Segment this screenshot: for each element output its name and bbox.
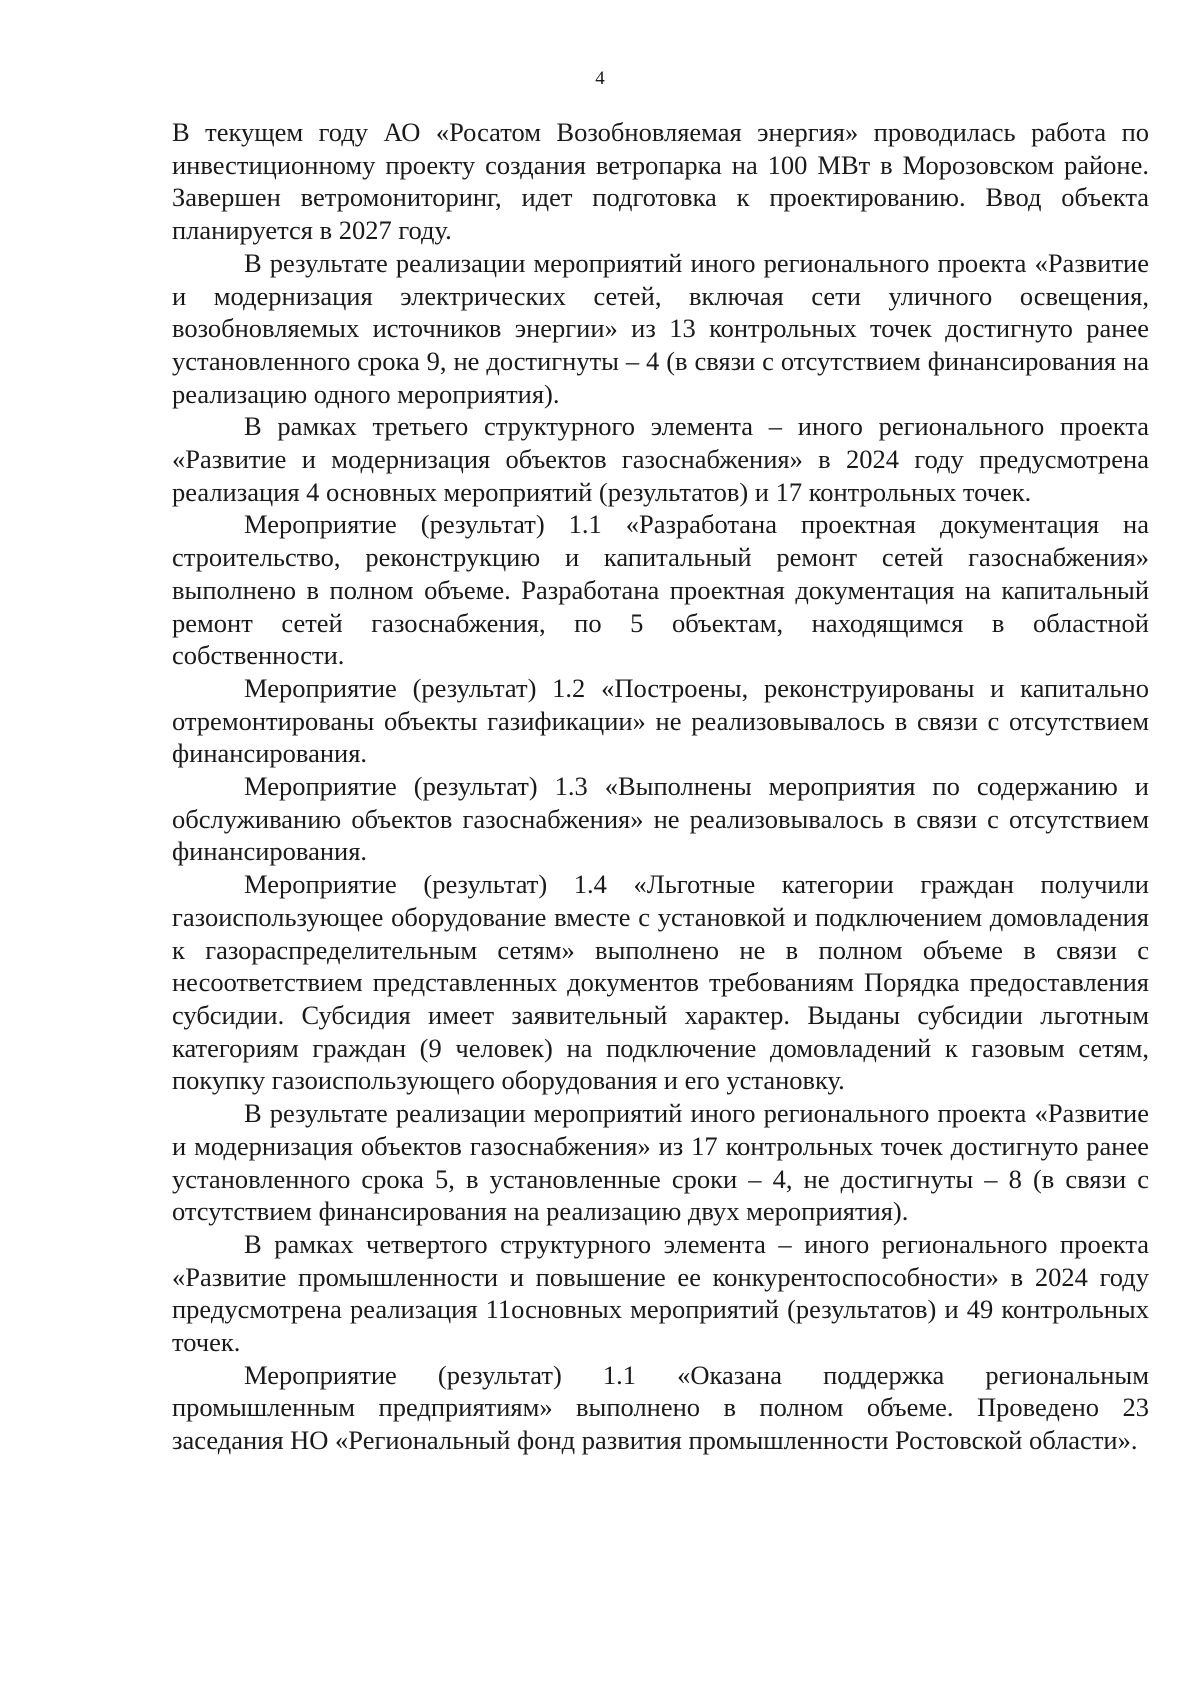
page-number: 4 <box>595 68 605 89</box>
paragraph-industry-project: В рамках четвертого структурного элемента – иного регионального проекта «Развитие промышленности и повышение ее конкурентоспособности» в 2024 году предусмотрена реализация 11основных мероприятий (результатов) и 49 контрольных точек. <box>172 1228 1149 1358</box>
paragraph-wind-farm: В текущем году АО «Росатом Возобновляемая энергия» проводилась работа по инвестиционному проекту создания ветропарка на 100 МВт в Морозовском районе. Завершен ветромониторинг, идет подготовка к проектированию. Ввод объекта планируется в 2027 году. <box>172 117 1149 246</box>
document-body <box>172 116 1149 1457</box>
paragraph-measure-1-3-gas: Мероприятие (результат) 1.3 «Выполнены мероприятия по содержанию и обслуживанию объектов газоснабжения» не реализовывалось в связи с отсутствием финансирования. <box>172 771 1149 867</box>
paragraph-measure-1-4-gas: Мероприятие (результат) 1.4 «Льготные категории граждан получили газоиспользующее оборудование вместе с установкой и подключением домовладения к газораспределительным сетям» выполнено не в полном объеме в связи с несоответствием представленных документов требованиям Порядка предоставления субсидии. Субсидия имеет заявительный характер. Выданы субсидии льготным категориям граждан (9 человек) на подключение домовладений к газовым сетям, покупку газоиспользующего оборудования и его установку. <box>172 869 1149 1096</box>
paragraph-electric-networks-results: В результате реализации мероприятий иного регионального проекта «Развитие и модернизация электрических сетей, включая сети уличного освещения, возобновляемых источников энергии» из 13 контрольных точек достигнуто ранее установленного срока 9, не достигнуты – 4 (в связи с отсутствием финансирования на реализацию одного мероприятия). <box>172 247 1149 409</box>
paragraph-gas-supply-results: В результате реализации мероприятий иного регионального проекта «Развитие и модернизация объектов газоснабжения» из 17 контрольных точек достигнуто ранее установленного срока 5, в установленные сроки – 4, не достигнуты – 8 (в связи с отсутствием финансирования на реализацию двух мероприятия). <box>172 1098 1149 1227</box>
paragraph-measure-1-1-industry: Мероприятие (результат) 1.1 «Оказана поддержка региональным промышленным предприятиям» выполнено в полном объеме. Проведено 23 заседания НО «Региональный фонд развития промышленности Ростовской области». <box>172 1359 1149 1456</box>
paragraph-gas-supply-project: В рамках третьего структурного элемента – иного регионального проекта «Развитие и модернизация объектов газоснабжения» в 2024 году предусмотрена реализация 4 основных мероприятий (результатов) и 17 контрольных точек. <box>172 411 1149 507</box>
paragraph-measure-1-2-gas: Мероприятие (результат) 1.2 «Построены, реконструированы и капитально отремонтированы объекты газификации» не реализовывалось в связи с отсутствием финансирования. <box>172 672 1149 769</box>
paragraph-measure-1-1-gas: Мероприятие (результат) 1.1 «Разработана проектная документация на строительство, реконструкцию и капитальный ремонт сетей газоснабжения» выполнено в полном объеме. Разработана проектная документация на капитальный ремонт сетей газоснабжения, по 5 объектам, находящимся в областной собственности. <box>172 509 1149 671</box>
